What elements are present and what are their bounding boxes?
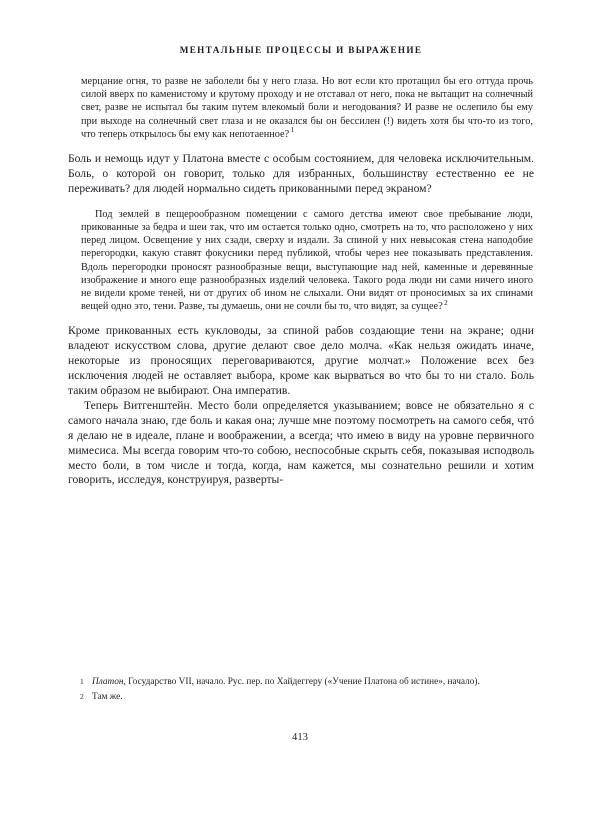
body-text-run: Теперь Витгенштейн. Место боли определяется указыванием; вовсе не обязательно я с самого начала знаю, где боль и какая она; лучше мне поэтому посмотреть на самого себя, чтó я делаю не в идеале, плане и воображении, а всегда; что имею в виду на уровне первичного мимесиса. Мы всегда говорим что-то собою, неспособные скрыть себя, показывая исподволь место боли, в том числе и тогда, когда, нам кажется, мы сознательно решили и хотим говорить, исследуя, конструируя, разверты- [68,398,534,487]
body-text-run: Кроме прикованных есть кукловоды, за спиной рабов создающие тени на экране; одни владеют искусством слова, другие делают свое дело молча. «Как нельзя ожидать иначе, некоторые из проносящих переговариваются, другие молчат.» Положение всех без исключения людей не оставляет выбора, кроме как вырваться во что бы то ни стало. Боль таким образом не выбирают. Она императив. [68,324,534,397]
body-paragraph [68,399,534,488]
footnote-author: Платон [92,677,124,687]
body-paragraph [68,324,534,399]
page-content [68,0,534,488]
body-paragraph [68,152,534,197]
footnote-number: 1 [80,677,84,686]
quote-plato-cave-exit [68,75,534,141]
footnote-marker-1[interactable]: 1 [290,126,295,135]
footnote-text: , Государство VII, начало. Рус. пер. по Хайдеггеру («Учение Платона об истине», начало). [123,677,480,687]
page-number: 413 [292,732,308,743]
footnote-item [68,691,534,703]
footnote-text: Там же. [92,692,123,703]
quote-text: мерцание огня, то разве не заболели бы у него глаза. Но вот если кто протащил бы его оттуда прочь силой вверх по каменистому и крутому проходу и не отставал от него, пока не вытащит на солнечный свет, разве не испытал бы таким путем влекомый боли и негодования? И разве не ослепило бы ему при выходе на солнечный свет глаза и не оказался бы он бессилен (!) видеть хотя бы что-то из того, что теперь открылось бы ему как непотаенное? [81,76,533,140]
running-head: МЕНТАЛЬНЫЕ ПРОЦЕССЫ И ВЫРАЖЕНИЕ [179,45,423,55]
quote-paragraph [81,208,533,314]
body-text-run: Боль и немощь идут у Платона вместе с особым состоянием, для человека исключительным. Боль, о которой он говорит, только для избранных, большинству естественно ее не переживать? для людей нормально сидеть прикованными перед экраном? [68,152,534,195]
quote-paragraph [81,75,533,141]
quote-plato-cave-description [68,208,534,314]
paragraph-pain-and-infirmity [68,152,534,197]
paragraph-puppeteers [68,324,534,488]
quote-text: Под землей в пещерообразном помещении с самого детства имеют свое пребывание люди, прикованные за бедра и шеи так, что им остается только одно, смотреть на то, что расположено у них перед лицом. Освещение у них сзади, сверху и издали. За спиной у них невысокая стена наподобие перегородки, какую ставят фокусники перед публикой, чтобы через нее показывать представления. Вдоль перегородки проносят разнообразные вещи, выступающие над ней, каменные и деревянные изображение и много еще разнообразных изделий человека. Такого рода люди ни сами ничего иного не видели кроме теней, ни от других об ином не слыхали. Они видят от проносимых за их спинами вещей одно это, тени. Разве, ты думаешь, они не сочли бы то, что видят, за сущее? [81,208,533,313]
footnote-item [68,676,534,688]
footnote-marker-2[interactable]: 2 [444,298,448,307]
body-text [68,75,534,488]
footnote-number: 2 [80,692,84,702]
footnote-area [68,676,534,703]
